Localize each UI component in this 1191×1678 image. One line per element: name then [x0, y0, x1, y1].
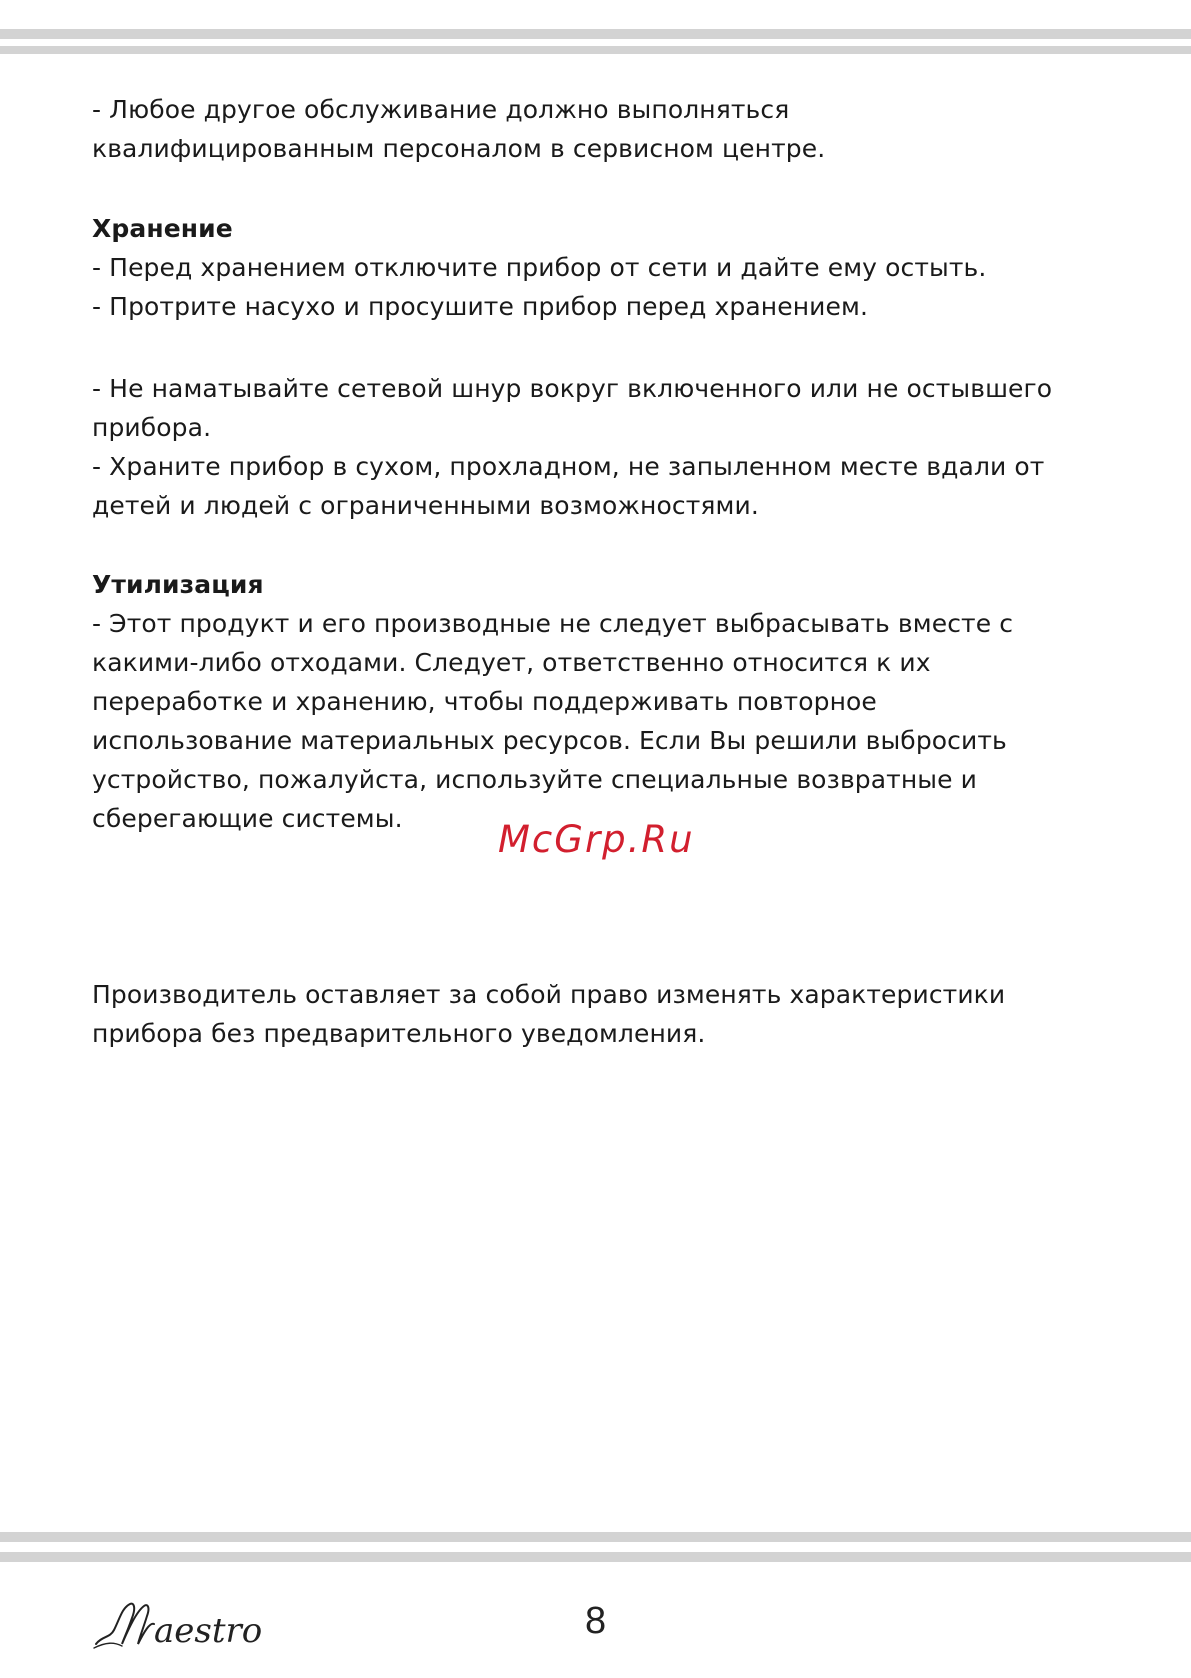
disclaimer-line-1: Производитель оставляет за собой право изменять характеристики — [92, 980, 1006, 1009]
disposal-line-1: - Этот продукт и его производные не следует выбрасывать вместе с — [92, 609, 1014, 638]
disclaimer-line-2: прибора без предварительного уведомления. — [92, 1019, 706, 1048]
top-divider-rule-2 — [0, 46, 1191, 54]
storage-extra-line-2: прибора. — [92, 413, 212, 442]
intro-line-1: - Любое другое обслуживание должно выполняться — [92, 95, 790, 124]
bottom-divider-rule-1 — [0, 1532, 1191, 1542]
top-divider-rule-1 — [0, 29, 1191, 39]
disposal-line-5: устройство, пожалуйста, используйте специальные возвратные и — [92, 765, 977, 794]
disposal-line-4: использование материальных ресурсов. Если Вы решили выбросить — [92, 726, 1007, 755]
page-content — [92, 90, 1102, 1053]
bottom-divider-rule-2 — [0, 1552, 1191, 1562]
storage-line-2: - Протрите насухо и просушите прибор перед хранением. — [92, 292, 868, 321]
page-number: 8 — [585, 1600, 607, 1642]
storage-extra-line-1: - Не наматывайте сетевой шнур вокруг включенного или не остывшего — [92, 374, 1053, 403]
intro-line-2: квалифицированным персоналом в сервисном центре. — [92, 134, 826, 163]
storage-heading: Хранение — [92, 214, 233, 243]
disposal-line-3: переработке и хранению, чтобы поддерживать повторное — [92, 687, 877, 716]
watermark-text: McGrp.Ru — [498, 818, 695, 861]
maestro-logo — [92, 1586, 272, 1656]
storage-line-1: - Перед хранением отключите прибор от сети и дайте ему остыть. — [92, 253, 987, 282]
storage-extra-line-3: - Храните прибор в сухом, прохладном, не запыленном месте вдали от — [92, 452, 1045, 481]
disposal-heading: Утилизация — [92, 570, 264, 599]
disposal-line-2: какими-либо отходами. Следует, ответственно относится к их — [92, 648, 931, 677]
disposal-line-6: сберегающие системы. — [92, 804, 403, 833]
storage-extra-line-4: детей и людей с ограниченными возможностями. — [92, 491, 759, 520]
brand-text: aestro — [154, 1611, 263, 1651]
